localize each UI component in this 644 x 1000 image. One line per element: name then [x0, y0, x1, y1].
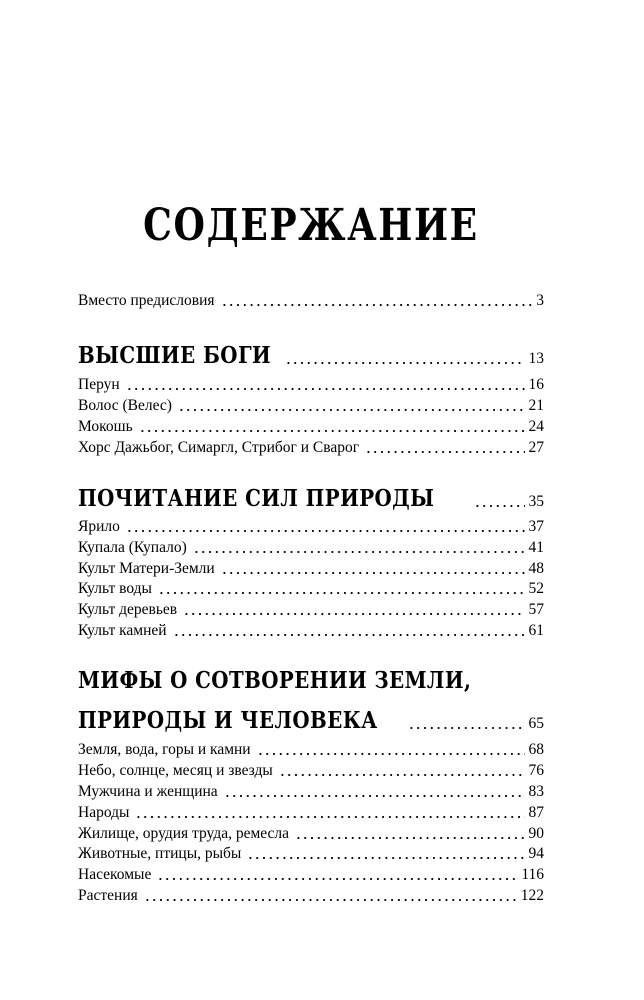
section-page: 35: [528, 493, 544, 510]
section-page: 65: [528, 715, 544, 732]
toc-entry-label: Перун: [78, 375, 120, 393]
leader-dots: [285, 350, 525, 366]
leader-dots: [157, 865, 517, 881]
leader-dots: [126, 517, 525, 533]
toc-entry: [78, 842, 544, 864]
leader-dots: [257, 740, 525, 756]
toc-entry-label: Волос (Велес): [78, 396, 172, 414]
toc-entry: [78, 780, 544, 802]
toc-section-2: [78, 484, 544, 517]
toc-entry-label: Растения: [78, 886, 138, 904]
toc-entry-label: Вместо предисловия: [78, 291, 215, 309]
toc-section-3: [78, 706, 544, 739]
toc-entry: [78, 415, 544, 437]
toc-entry-label: Ярило: [78, 517, 120, 535]
leader-dots: [221, 291, 533, 307]
toc-entry-page: 94: [528, 844, 544, 862]
toc-entry: [78, 436, 544, 458]
toc-entry-label: Небо, солнце, месяц и звезды: [78, 761, 273, 779]
toc-entry-label: Культ деревьев: [78, 600, 178, 618]
toc-entry-page: 27: [528, 438, 544, 456]
toc-entry-page: 83: [528, 782, 544, 800]
toc-entry-label: Культ Матери-Земли: [78, 559, 215, 577]
toc-entry-label: Народы: [78, 803, 130, 821]
toc-entry-page: 76: [528, 761, 544, 779]
toc-page: [78, 0, 544, 1000]
leader-dots: [135, 803, 524, 819]
leader-dots: [295, 824, 524, 840]
toc-entry-label: Жилище, орудия труда, ремесла: [78, 824, 290, 842]
leader-dots: [158, 579, 525, 595]
toc-entry: [78, 759, 544, 781]
page-title: СОДЕРЖАНИЕ: [143, 200, 479, 251]
toc-entry: [78, 884, 544, 906]
leader-dots: [193, 538, 525, 554]
toc-entry-label: Мокошь: [78, 417, 133, 435]
toc-entry: [78, 515, 544, 537]
toc-entry-label: Культ воды: [78, 579, 152, 597]
toc-entry-label: Насекомые: [78, 865, 152, 883]
leader-dots: [173, 621, 525, 637]
toc-entry-page: 24: [528, 417, 544, 435]
toc-entry-page: 21: [528, 396, 544, 414]
leader-dots: [474, 493, 524, 509]
leader-dots: [139, 417, 525, 433]
toc-entry-page: 68: [528, 740, 544, 758]
toc-entry-page: 61: [528, 621, 544, 639]
toc-entry-page: 52: [528, 579, 544, 597]
toc-entry-label: Мужчина и женщина: [78, 782, 218, 800]
toc-entry: [78, 738, 544, 760]
section-page: 13: [528, 350, 544, 367]
section-heading: ПРИРОДЫ И ЧЕЛОВЕКА: [78, 707, 378, 734]
leader-dots: [365, 438, 524, 454]
toc-entry: [78, 822, 544, 844]
leader-dots: [224, 782, 525, 798]
toc-entry-page: 122: [520, 886, 544, 904]
toc-entry: [78, 557, 544, 579]
leader-dots: [221, 559, 525, 575]
toc-entry-page: 41: [528, 538, 544, 556]
toc-entry: [78, 536, 544, 558]
toc-entry-page: 16: [528, 375, 544, 393]
toc-entry: [78, 863, 544, 885]
toc-entry-preface: [78, 289, 544, 311]
toc-entry-page: 90: [528, 824, 544, 842]
toc-entry-label: Животные, птицы, рыбы: [78, 844, 242, 862]
toc-entry-page: 57: [528, 600, 544, 618]
toc-entry: [78, 598, 544, 620]
toc-entry-page: 48: [528, 559, 544, 577]
leader-dots: [183, 600, 524, 616]
section-heading: ВЫСШИЕ БОГИ: [78, 342, 272, 369]
toc-entry-page: 3: [536, 291, 544, 309]
leader-dots: [126, 375, 525, 391]
section-heading: ПОЧИТАНИЕ СИЛ ПРИРОДЫ: [78, 485, 435, 512]
toc-entry: [78, 577, 544, 599]
toc-entry: [78, 373, 544, 395]
toc-entry-label: Хорс Дажьбог, Симаргл, Стрибог и Сварог: [78, 438, 360, 456]
toc-section-1: [78, 341, 544, 374]
toc-entry: [78, 619, 544, 641]
leader-dots: [178, 396, 525, 412]
toc-entry: [78, 801, 544, 823]
toc-entry-page: 87: [528, 803, 544, 821]
toc-entry-label: Купала (Купало): [78, 538, 187, 556]
section-heading-line1: МИФЫ О СОТВОРЕНИИ ЗЕМЛИ,: [78, 667, 472, 694]
toc-entry: [78, 394, 544, 416]
toc-entry-label: Земля, вода, горы и камни: [78, 740, 251, 758]
leader-dots: [279, 761, 525, 777]
leader-dots: [144, 886, 517, 902]
toc-entry-page: 37: [528, 517, 544, 535]
toc-entry-page: 116: [521, 865, 544, 883]
leader-dots: [247, 844, 524, 860]
leader-dots: [408, 715, 524, 731]
toc-entry-label: Культ камней: [78, 621, 167, 639]
